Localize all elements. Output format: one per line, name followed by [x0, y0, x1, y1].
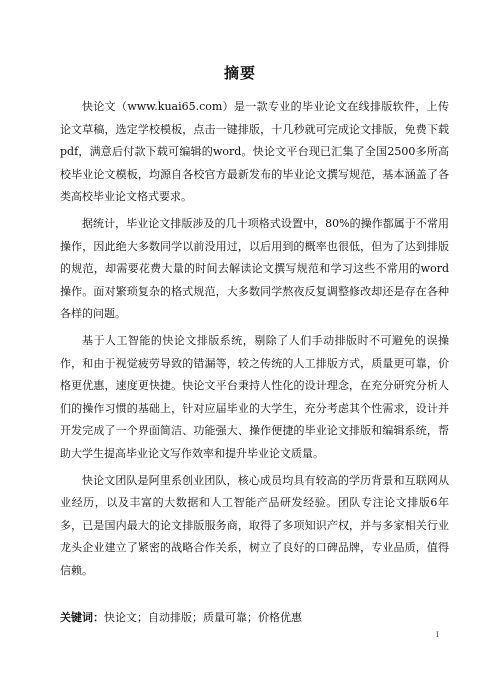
- page-title: 摘要: [223, 64, 256, 82]
- abstract-paragraph-2: 据统计，毕业论文排版涉及的几十项格式设置中，80%的操作都属于不常用操作，因此绝大多数同学以前没用过，以后用到的概率也很低，但为了达到排版的规范，却需要花费大量的时间去解读论文撰写规范和学习这些不常用的word操作。面对繁琐复杂的格式规范，大多数同学熬夜反复调整修改却还是存在各种各样的问题。: [60, 216, 449, 321]
- keywords-value: 快论文；自动排版；质量可靠；价格优惠: [104, 611, 302, 624]
- keywords-label: 关键词：: [60, 611, 104, 624]
- abstract-paragraph-3: 基于人工智能的快论文排版系统，剔除了人们手动排版时不可避免的误操作，和由于视觉疲劳导致的错漏等，较之传统的人工排版方式，质量更可靠，价格更优惠，速度更快捷。快论文平台秉持人性化的设计理念，在充分研究分析人们的操作习惯的基础上，针对应届毕业的大学生，充分考虑其个性需求，设计并开发完成了一个界面简洁、功能强大、操作便捷的毕业论文排版和编辑系统，帮助大学生提高毕业论文写作效率和提升毕业论文质量。: [60, 333, 449, 460]
- abstract-paragraph-1: 快论文（www.kuai65.com）是一款专业的毕业论文在线排版软件，上传论文草稿，选定学校模板，点击一键排版，十几秒就可完成论文排版，免费下载pdf，满意后付款下载可编辑的word。快论文平台现已汇集了全国2500多所高校毕业论文模板，均源自各校官方最新发布的毕业论文撰写规范，基本涵盖了各类高校毕业论文格式要求。: [60, 100, 449, 204]
- page-number: I: [436, 631, 439, 639]
- abstract-paragraph-4: 快论文团队是阿里系创业团队，核心成员均具有较高的学历背景和互联网从业经历，以及丰富的大数据和人工智能产品研发经验。团队专注论文排版6年多，已是国内最大的论文排版服务商，取得了多项知识产权，并与多家相关行业龙头企业建立了紧密的战略合作关系，树立了良好的口碑品牌，专业品质，值得信赖。: [60, 473, 449, 577]
- keywords-line: [60, 610, 449, 626]
- abstract-body: [60, 96, 449, 586]
